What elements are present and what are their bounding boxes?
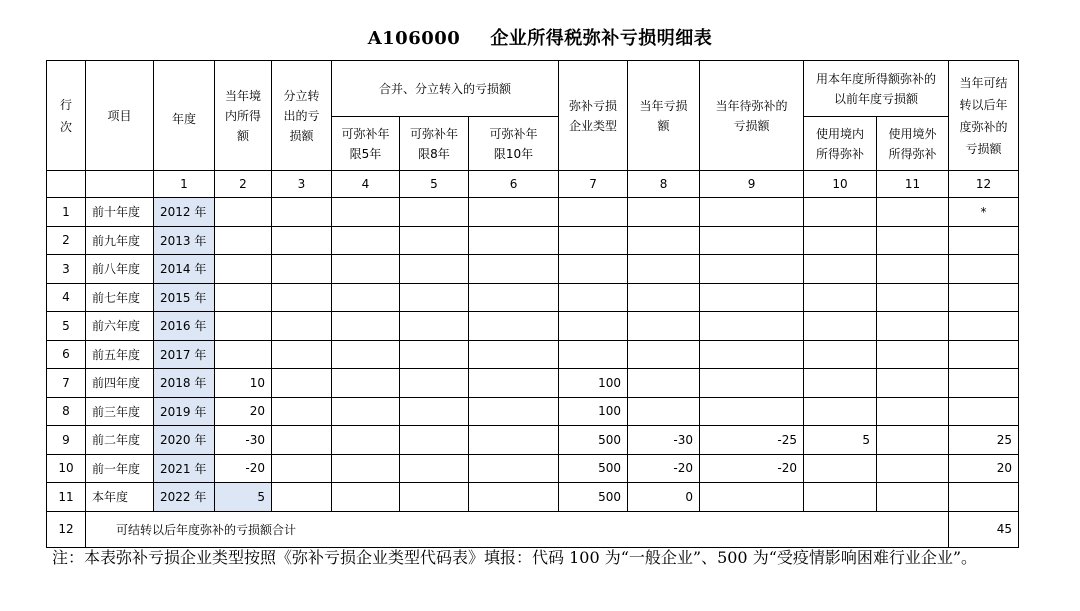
row-no: 1 (47, 198, 86, 227)
cell-c12 (949, 283, 1019, 312)
table-row (47, 198, 1019, 227)
cell-c9 (700, 340, 804, 369)
loss-table (46, 60, 1019, 548)
row-no: 10 (47, 454, 86, 483)
cell-c8: -30 (628, 426, 700, 455)
cell-c7: 500 (559, 426, 628, 455)
cell-c10 (804, 255, 877, 284)
total-value: 45 (949, 511, 1019, 547)
cell-c4 (332, 454, 400, 483)
cell-c9 (700, 198, 804, 227)
header-enterprise-type: 弥补亏损企业类型 (559, 61, 628, 171)
page-title (0, 24, 1080, 50)
cell-c4 (332, 397, 400, 426)
cell-c11 (877, 397, 949, 426)
header-foreign-use: 使用境外所得弥补 (877, 117, 949, 171)
cell-c6 (469, 340, 559, 369)
header-use-group: 用本年度所得额弥补的以前年度亏损额 (804, 61, 949, 117)
cell-c2 (215, 255, 272, 284)
table-row (47, 312, 1019, 341)
cell-c12: * (949, 198, 1019, 227)
cell-c5 (400, 483, 469, 512)
table-row (47, 255, 1019, 284)
cell-c3 (272, 483, 332, 512)
cell-c7 (559, 226, 628, 255)
cell-c8 (628, 226, 700, 255)
col-num: 10 (804, 171, 877, 198)
col-num: 1 (154, 171, 215, 198)
header-8yr: 可弥补年限8年 (400, 117, 469, 171)
cell-c12 (949, 255, 1019, 284)
cell-c9 (700, 255, 804, 284)
row-year: 2012 年 (154, 198, 215, 227)
cell-c7 (559, 255, 628, 284)
cell-c3 (272, 369, 332, 398)
cell-c7 (559, 283, 628, 312)
col-num: 4 (332, 171, 400, 198)
col-num: 6 (469, 171, 559, 198)
column-number-row (47, 171, 1019, 198)
cell-c6 (469, 283, 559, 312)
cell-c5 (400, 198, 469, 227)
row-item: 前九年度 (86, 226, 154, 255)
table-row (47, 226, 1019, 255)
cell-c4 (332, 426, 400, 455)
table-row (47, 483, 1019, 512)
cell-c12 (949, 226, 1019, 255)
cell-c11 (877, 340, 949, 369)
row-no: 5 (47, 312, 86, 341)
col-num: 7 (559, 171, 628, 198)
row-year: 2016 年 (154, 312, 215, 341)
row-year: 2017 年 (154, 340, 215, 369)
cell-c5 (400, 454, 469, 483)
cell-c10: 5 (804, 426, 877, 455)
row-item: 本年度 (86, 483, 154, 512)
row-item: 前八年度 (86, 255, 154, 284)
cell-c11 (877, 483, 949, 512)
row-year: 2015 年 (154, 283, 215, 312)
cell-c6 (469, 198, 559, 227)
header-carry-forward: 当年可结转以后年度弥补的亏损额 (949, 61, 1019, 171)
row-no: 6 (47, 340, 86, 369)
cell-c8: 0 (628, 483, 700, 512)
cell-c7: 500 (559, 454, 628, 483)
row-year: 2013 年 (154, 226, 215, 255)
cell-c11 (877, 226, 949, 255)
row-item: 前六年度 (86, 312, 154, 341)
cell-c12: 20 (949, 454, 1019, 483)
cell-c3 (272, 312, 332, 341)
cell-c3 (272, 198, 332, 227)
cell-c4 (332, 198, 400, 227)
table-row (47, 397, 1019, 426)
cell-c2 (215, 226, 272, 255)
cell-c4 (332, 483, 400, 512)
cell-c10 (804, 454, 877, 483)
cell-c3 (272, 340, 332, 369)
row-item: 前四年度 (86, 369, 154, 398)
row-no: 4 (47, 283, 86, 312)
cell-c2 (215, 312, 272, 341)
cell-c8: -20 (628, 454, 700, 483)
cell-c3 (272, 397, 332, 426)
cell-c4 (332, 369, 400, 398)
cell-c12 (949, 312, 1019, 341)
row-year: 2020 年 (154, 426, 215, 455)
cell-c7 (559, 340, 628, 369)
cell-c5 (400, 340, 469, 369)
cell-c10 (804, 312, 877, 341)
row-item: 前七年度 (86, 283, 154, 312)
cell-c6 (469, 454, 559, 483)
cell-c5 (400, 255, 469, 284)
row-no: 11 (47, 483, 86, 512)
header-split-out-loss: 分立转出的亏损额 (272, 61, 332, 171)
cell-c3 (272, 454, 332, 483)
cell-c2 (215, 283, 272, 312)
cell-c9 (700, 483, 804, 512)
cell-c8 (628, 283, 700, 312)
header-domestic-use: 使用境内所得弥补 (804, 117, 877, 171)
table-row (47, 454, 1019, 483)
cell-c4 (332, 340, 400, 369)
header-row-no: 行次 (47, 61, 86, 171)
header-10yr: 可弥补年限10年 (469, 117, 559, 171)
cell-c2: 10 (215, 369, 272, 398)
cell-c12: 25 (949, 426, 1019, 455)
cell-c2: -20 (215, 454, 272, 483)
row-item: 前五年度 (86, 340, 154, 369)
cell-c6 (469, 397, 559, 426)
cell-c7 (559, 312, 628, 341)
cell-c6 (469, 426, 559, 455)
table-row (47, 369, 1019, 398)
cell-c6 (469, 312, 559, 341)
col-num: 8 (628, 171, 700, 198)
row-year: 2022 年 (154, 483, 215, 512)
form-code: A106000 (367, 28, 461, 49)
cell-c7 (559, 198, 628, 227)
cell-c9: -20 (700, 454, 804, 483)
total-row-no: 12 (47, 511, 86, 547)
header-merge-group: 合并、分立转入的亏损额 (332, 61, 559, 117)
table-row (47, 426, 1019, 455)
row-item: 前三年度 (86, 397, 154, 426)
cell-c11 (877, 198, 949, 227)
cell-c3 (272, 283, 332, 312)
col-num: 2 (215, 171, 272, 198)
cell-c10 (804, 226, 877, 255)
cell-c5 (400, 369, 469, 398)
cell-c11 (877, 312, 949, 341)
cell-c9 (700, 226, 804, 255)
header-item: 项目 (86, 61, 154, 171)
cell-c12 (949, 369, 1019, 398)
cell-c8 (628, 255, 700, 284)
col-num: 12 (949, 171, 1019, 198)
cell-c8 (628, 312, 700, 341)
header-domestic-income: 当年境内所得额 (215, 61, 272, 171)
col-num: 11 (877, 171, 949, 198)
row-no: 8 (47, 397, 86, 426)
cell-c10 (804, 397, 877, 426)
header-pending-loss: 当年待弥补的亏损额 (700, 61, 804, 171)
cell-c10 (804, 483, 877, 512)
row-item: 前十年度 (86, 198, 154, 227)
cell-c9 (700, 312, 804, 341)
cell-c12 (949, 483, 1019, 512)
row-year: 2014 年 (154, 255, 215, 284)
cell-c11 (877, 454, 949, 483)
cell-c6 (469, 369, 559, 398)
cell-c2: -30 (215, 426, 272, 455)
cell-c8 (628, 198, 700, 227)
cell-c4 (332, 226, 400, 255)
cell-c3 (272, 426, 332, 455)
cell-c2: 20 (215, 397, 272, 426)
cell-c8 (628, 397, 700, 426)
cell-c6 (469, 226, 559, 255)
cell-c12 (949, 340, 1019, 369)
cell-c11 (877, 283, 949, 312)
footnote: 注：本表弥补亏损企业类型按照《弥补亏损企业类型代码表》填报：代码 100 为“一般企业”、500 为“受疫情影响困难行业企业”。 (52, 548, 978, 567)
cell-c10 (804, 369, 877, 398)
cell-c10 (804, 340, 877, 369)
cell-c2: 5 (215, 483, 272, 512)
cell-c6 (469, 255, 559, 284)
header-year: 年度 (154, 61, 215, 171)
cell-c5 (400, 397, 469, 426)
col-num: 9 (700, 171, 804, 198)
cell-c3 (272, 255, 332, 284)
cell-c6 (469, 483, 559, 512)
col-num: 5 (400, 171, 469, 198)
row-no: 2 (47, 226, 86, 255)
cell-c8 (628, 369, 700, 398)
total-row (47, 511, 1019, 547)
cell-c9 (700, 369, 804, 398)
cell-c3 (272, 226, 332, 255)
cell-c9 (700, 283, 804, 312)
cell-c12 (949, 397, 1019, 426)
row-year: 2018 年 (154, 369, 215, 398)
cell-c2 (215, 198, 272, 227)
row-item: 前一年度 (86, 454, 154, 483)
cell-c7: 100 (559, 369, 628, 398)
table-row (47, 340, 1019, 369)
total-label: 可结转以后年度弥补的亏损额合计 (86, 511, 949, 547)
cell-c11 (877, 255, 949, 284)
cell-c5 (400, 426, 469, 455)
cell-c11 (877, 369, 949, 398)
cell-c5 (400, 283, 469, 312)
row-no: 7 (47, 369, 86, 398)
cell-c11 (877, 426, 949, 455)
row-no: 9 (47, 426, 86, 455)
cell-c4 (332, 283, 400, 312)
cell-c5 (400, 226, 469, 255)
row-item: 前二年度 (86, 426, 154, 455)
row-year: 2021 年 (154, 454, 215, 483)
cell-c5 (400, 312, 469, 341)
row-no: 3 (47, 255, 86, 284)
cell-c8 (628, 340, 700, 369)
cell-c9: -25 (700, 426, 804, 455)
table-row (47, 283, 1019, 312)
col-num: 3 (272, 171, 332, 198)
cell-c10 (804, 198, 877, 227)
cell-c7: 500 (559, 483, 628, 512)
header-current-loss: 当年亏损额 (628, 61, 700, 171)
form-name: 企业所得税弥补亏损明细表 (490, 28, 713, 49)
cell-c10 (804, 283, 877, 312)
cell-c4 (332, 312, 400, 341)
header-5yr: 可弥补年限5年 (332, 117, 400, 171)
cell-c9 (700, 397, 804, 426)
cell-c2 (215, 340, 272, 369)
cell-c4 (332, 255, 400, 284)
cell-c7: 100 (559, 397, 628, 426)
row-year: 2019 年 (154, 397, 215, 426)
